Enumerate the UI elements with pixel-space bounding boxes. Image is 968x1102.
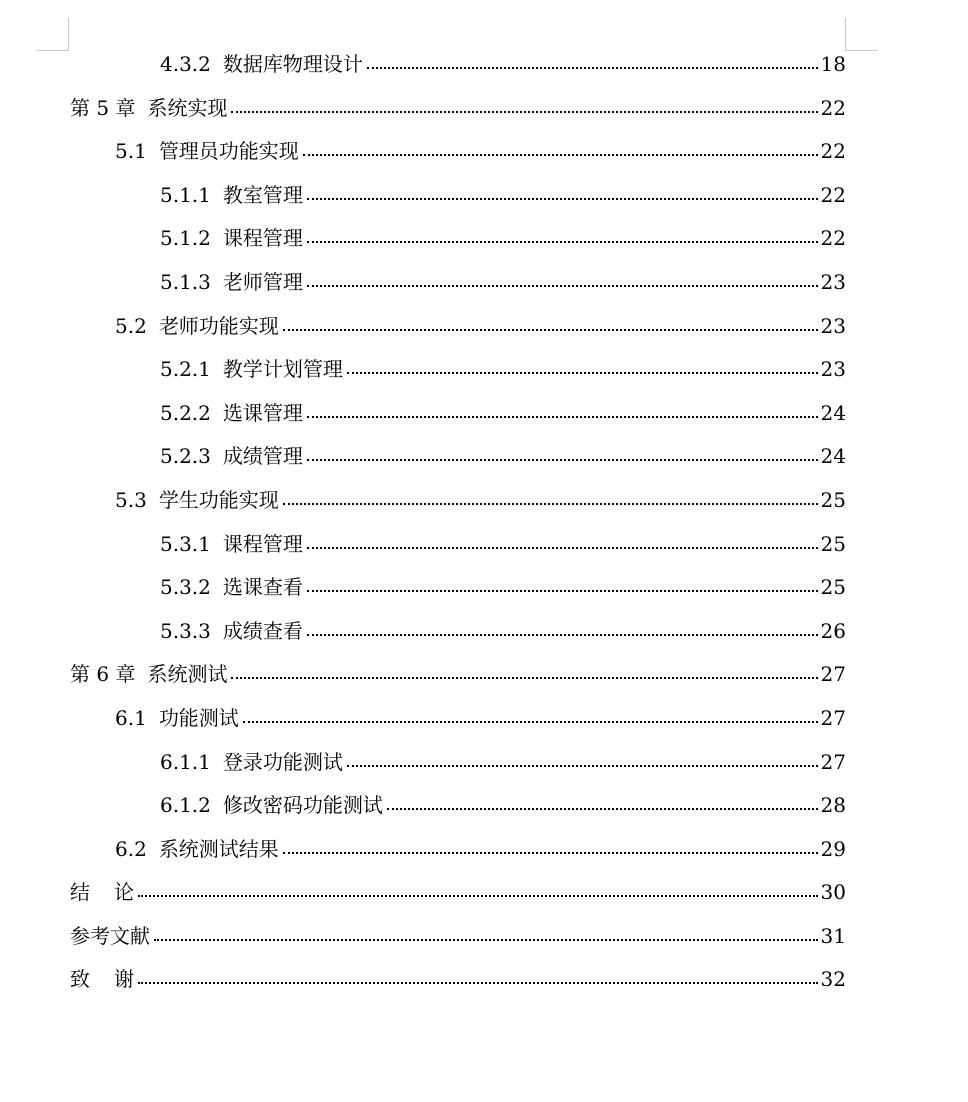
toc-entry-number: 5.3.1 (160, 531, 211, 556)
toc-entry-number: 5.3.3 (160, 618, 211, 643)
toc-entry-page-number: 22 (820, 95, 846, 120)
toc-entry-title: 结论 (70, 880, 134, 905)
toc-entry-title: 选课查看 (222, 575, 303, 600)
toc-entry-page-number: 22 (820, 139, 846, 164)
toc-dot-leader (231, 661, 817, 681)
toc-dot-leader (303, 138, 818, 158)
toc-entry-page-number: 27 (820, 662, 846, 687)
toc-entry-page-number: 23 (820, 269, 846, 294)
toc-entry[interactable] (0, 174, 846, 218)
toc-entry-page-number: 30 (820, 880, 846, 905)
toc-entry-title: 学生功能实现 (158, 487, 279, 512)
toc-entry[interactable] (0, 566, 846, 610)
toc-entry-number: 6.1 (115, 705, 147, 730)
toc-dot-leader (138, 879, 818, 899)
toc-entry-number: 5.1.2 (160, 226, 211, 251)
toc-dot-leader (307, 269, 818, 289)
toc-entry-page-number: 23 (820, 313, 846, 338)
toc-dot-leader (283, 313, 818, 333)
toc-entry-page-number: 24 (820, 444, 846, 469)
toc-entry[interactable] (0, 87, 846, 131)
toc-dot-leader (307, 225, 818, 245)
table-of-contents (0, 43, 968, 1002)
toc-entry-page-number: 23 (820, 357, 846, 382)
toc-dot-leader (231, 95, 817, 115)
toc-dot-leader (307, 531, 818, 551)
toc-entry-number: 5.2.1 (160, 357, 211, 382)
toc-entry-title: 管理员功能实现 (158, 139, 299, 164)
toc-entry[interactable] (0, 784, 846, 828)
toc-dot-leader (347, 749, 818, 769)
toc-entry[interactable] (0, 435, 846, 479)
toc-dot-leader (387, 792, 818, 812)
toc-entry-title: 教室管理 (222, 182, 303, 207)
toc-entry-page-number: 22 (820, 226, 846, 251)
toc-entry[interactable] (0, 261, 846, 305)
toc-entry[interactable] (0, 130, 846, 174)
toc-entry-title: 成绩查看 (222, 618, 303, 643)
toc-entry[interactable] (0, 871, 846, 915)
toc-entry-page-number: 24 (820, 400, 846, 425)
toc-entry-page-number: 25 (820, 575, 846, 600)
toc-entry[interactable] (0, 697, 846, 741)
toc-entry-title: 系统实现 (147, 95, 228, 120)
toc-entry-title: 参考文献 (70, 923, 150, 948)
toc-entry-number: 5.2.2 (160, 400, 211, 425)
toc-entry[interactable] (0, 828, 846, 872)
toc-entry-title: 选课管理 (222, 400, 303, 425)
toc-entry[interactable] (0, 217, 846, 261)
toc-entry-number: 5.3.2 (160, 575, 211, 600)
toc-entry[interactable] (0, 523, 846, 567)
toc-entry-number: 5.3 (115, 487, 147, 512)
toc-entry-page-number: 25 (820, 531, 846, 556)
toc-dot-leader (283, 487, 818, 507)
toc-entry-page-number: 29 (820, 836, 846, 861)
toc-dot-leader (243, 705, 818, 725)
toc-entry[interactable] (0, 479, 846, 523)
toc-entry-page-number: 22 (820, 182, 846, 207)
toc-dot-leader (307, 574, 818, 594)
toc-entry[interactable] (0, 958, 846, 1002)
toc-dot-leader (154, 923, 818, 943)
toc-entry-number: 5.1.3 (160, 269, 211, 294)
toc-dot-leader (307, 182, 818, 202)
toc-entry-page-number: 32 (820, 967, 846, 992)
toc-entry-title: 系统测试 (147, 662, 228, 687)
toc-entry-title: 老师功能实现 (158, 313, 279, 338)
toc-entry-title: 成绩管理 (222, 444, 303, 469)
toc-entry-title: 登录功能测试 (222, 749, 343, 774)
toc-entry-title: 功能测试 (158, 705, 239, 730)
toc-dot-leader (307, 443, 818, 463)
toc-entry-title: 数据库物理设计 (222, 52, 363, 76)
toc-dot-leader (138, 966, 818, 986)
toc-entry-number: 5.2 (115, 313, 147, 338)
toc-entry-number: 5.1 (115, 139, 147, 164)
toc-entry-number: 4.3.2 (160, 52, 211, 76)
toc-entry-page-number: 27 (820, 749, 846, 774)
toc-entry[interactable] (0, 653, 846, 697)
toc-entry-page-number: 18 (820, 52, 846, 76)
toc-entry-number: 5.2.3 (160, 444, 211, 469)
toc-entry[interactable] (0, 915, 846, 959)
toc-dot-leader (307, 400, 818, 420)
toc-entry-page-number: 31 (820, 923, 846, 948)
toc-entry-number: 6.1.1 (160, 749, 211, 774)
toc-entry-title: 系统测试结果 (158, 836, 279, 861)
toc-entry[interactable] (0, 610, 846, 654)
toc-entry-title: 课程管理 (222, 226, 303, 251)
toc-entry-title: 修改密码功能测试 (222, 793, 383, 818)
toc-entry-number: 5.1.1 (160, 182, 211, 207)
toc-entry-title: 致谢 (70, 967, 134, 992)
toc-dot-leader (307, 618, 818, 638)
toc-entry[interactable] (0, 392, 846, 436)
toc-entry[interactable] (0, 43, 846, 87)
toc-entry[interactable] (0, 305, 846, 349)
toc-entry-number: 第 5 章 (70, 95, 136, 120)
toc-entry-page-number: 27 (820, 705, 846, 730)
toc-entry[interactable] (0, 741, 846, 785)
toc-entry-title: 老师管理 (222, 269, 303, 294)
toc-dot-leader (283, 836, 818, 856)
toc-entry-number: 6.2 (115, 836, 147, 861)
toc-entry[interactable] (0, 348, 846, 392)
toc-entry-page-number: 26 (820, 618, 846, 643)
toc-entry-title: 教学计划管理 (222, 357, 343, 382)
toc-entry-page-number: 25 (820, 487, 846, 512)
toc-dot-leader (347, 356, 818, 376)
toc-entry-title: 课程管理 (222, 531, 303, 556)
toc-entry-page-number: 28 (820, 793, 846, 818)
toc-entry-number: 第 6 章 (70, 662, 136, 687)
toc-dot-leader (367, 51, 818, 71)
toc-entry-number: 6.1.2 (160, 793, 211, 818)
